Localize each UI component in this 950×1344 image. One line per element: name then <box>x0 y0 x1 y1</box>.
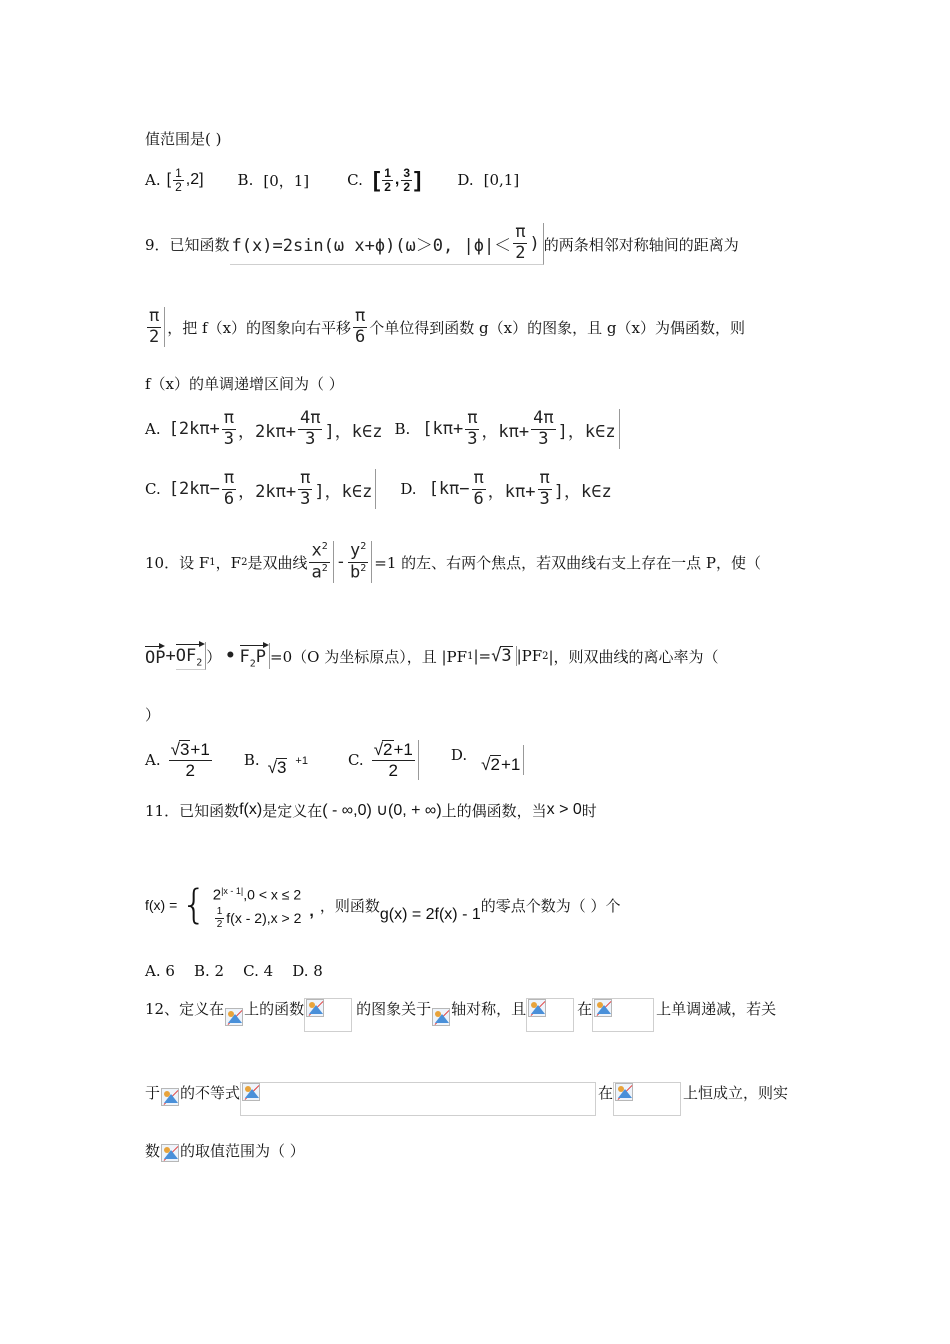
q9-options-ab <box>145 404 620 454</box>
q8-c-frac1: $\frac{1}{2}$ <box>384 165 391 194</box>
q10-option-c-label: C. <box>347 751 364 769</box>
q11-piecewise: f(x) = { $2^{|x - 1|},0 < x \le 2$ $\frac{1}{2}$ f(x - 2),x > 2 , ，则函数 g(x) = 2f(x) - 1 的零点个数为（ ）个 <box>145 882 621 930</box>
q9-option-c-label: C. <box>145 480 161 498</box>
q8-option-a-label: A. <box>145 171 161 189</box>
q8-option-b-label: B. <box>237 171 254 189</box>
broken-image-icon <box>432 1008 450 1026</box>
q12-line-1: 12、定义在 上的函数 的图象关于 轴对称，且 在 上单调递减，若关 <box>145 998 776 1034</box>
broken-image-icon <box>225 1008 243 1026</box>
formula-image-placeholder <box>592 998 654 1032</box>
broken-image-icon <box>306 999 324 1017</box>
q10-option-b-label: B. <box>243 751 260 769</box>
q9-shift-text: ，把 f（x）的图象向右平移 <box>167 318 352 337</box>
q12-line-2: 于 的不等式 在 上恒成立，则实 <box>145 1082 788 1118</box>
q9-pi-over-2: $\frac{\pi}{2}$ <box>147 307 165 347</box>
q9-option-c: [2kπ− $\frac{\pi}{6}$ ，2kπ+ $\frac{\pi}{3}$ ]，k∈z <box>169 469 377 509</box>
q8-c-frac2: $\frac{3}{2}$ <box>403 165 411 194</box>
q8-tail: 值范围是( ) <box>145 130 222 148</box>
q9-option-d-label: D. <box>400 480 417 498</box>
q8-option-b-text: [0，1] <box>263 171 310 190</box>
q9-option-d: [kπ− $\frac{\pi}{6}$ ，kπ+ $\frac{\pi}{3}$ ]，k∈z <box>428 467 612 509</box>
q10-option-d: √ 2 +1 <box>481 745 524 775</box>
q9-option-a-label: A. <box>145 420 161 438</box>
q9-line-2 <box>145 302 745 352</box>
q10-option-a-label: A. <box>145 751 161 769</box>
q10-intro: 10．设 F <box>145 553 210 572</box>
q10-vector-of2: $OF_2$ <box>176 642 207 669</box>
broken-image-icon <box>615 1083 633 1101</box>
q9-option-a: [2kπ+ $\frac{\pi}{3}$ ，2kπ+ $\frac{4\pi}{3}$ ]，k∈z <box>168 407 383 449</box>
q9-option-b: [kπ+ $\frac{\pi}{3}$ ，kπ+ $\frac{4\pi}{3}$ ]，k∈z <box>422 409 619 449</box>
q8-a-fraction: $\frac{1}{2}$ <box>175 165 182 194</box>
q10-option-a: √ 3 +1 2 <box>170 739 210 780</box>
q10-sqrt3: √ 3 <box>491 646 517 666</box>
q9-option-b-label: B. <box>394 420 411 438</box>
q10-option-b: √ 3 +1 <box>267 755 308 777</box>
formula-image-placeholder <box>240 1082 596 1116</box>
q9-intro: 9．已知函数 <box>145 235 230 254</box>
q8-a-open: [ <box>166 171 172 188</box>
q9-shift-tail: 个单位得到函数 g（x）的图象，且 g（x）为偶函数，则 <box>369 318 745 337</box>
formula-image-placeholder <box>304 998 352 1032</box>
q10-option-d-label: D. <box>450 746 468 764</box>
q8-option-d-text: [0,1] <box>483 171 520 189</box>
q8-option-c-label: C. <box>347 171 363 189</box>
q10-vector-f2p: $F_2P$ <box>240 643 271 669</box>
q10-hyperbola: $\frac{x^2}{a^2}$ - $\frac{y^2}{b^2}$ <box>307 541 374 582</box>
q9-pi-over-6: $\frac{\pi}{6}$ <box>355 305 366 347</box>
q10-line-1: 10．设 F 1 ，F 2 是双曲线 $\frac{x^2}{a^2}$ - $\frac{y^2}{b^2}$ =1 的左、右两个焦点，若双曲线右支上存在一点 P，使（ <box>145 540 762 583</box>
q10-options <box>145 735 524 785</box>
broken-image-icon <box>161 1088 179 1106</box>
q12-line-3: 数 的取值范围为（ ） <box>145 1142 305 1160</box>
broken-image-icon <box>242 1083 260 1101</box>
broken-image-icon <box>528 999 546 1017</box>
broken-image-icon <box>594 999 612 1017</box>
q10-vector-op: OP <box>145 644 165 668</box>
q11-line-1: 11．已知函数 f(x) 是定义在 ( - ∞,0) ∪(0, + ∞) 上的偶函数，当 x > 0 时 <box>145 801 597 820</box>
q9-line-1 <box>145 222 739 266</box>
q11-options: A. 6 B. 2 C. 4 D. 8 <box>145 962 323 980</box>
formula-image-placeholder <box>526 998 574 1032</box>
formula-image-placeholder <box>613 1082 681 1116</box>
q8-a-rest: ,2] <box>185 171 204 188</box>
q9-formula: f(x)=2sin(ω x+ϕ)(ω＞0, |ϕ|＜ $\frac{\pi}{2}$ ) <box>230 223 544 264</box>
q10-option-c: √ 2 +1 2 <box>372 740 419 780</box>
q9-line-3: f（x）的单调递增区间为（ ） <box>145 375 344 393</box>
q8-c-open: [ <box>372 167 381 192</box>
q10-line-3: ） <box>145 706 161 724</box>
broken-image-icon <box>161 1144 179 1162</box>
q10-line-2: OP + $OF_2$ ） • $F_2P$ =0（O 为坐标原点），且 |PF 1 |= √ 3 |PF 2 |，则双曲线的离心率为（ <box>145 636 719 676</box>
q9-intro-tail: 的两条相邻对称轴间的距离为 <box>543 235 739 254</box>
q8-option-d-label: D. <box>457 171 474 189</box>
q8-options: A. [ $\frac{1}{2}$ ,2] B. [0，1] C. [ $\frac{1}{2}$ , $\frac{3}{2}$ ] D. [0,1] <box>145 165 520 194</box>
q8-c-close: ] <box>414 167 422 192</box>
q9-options-cd <box>145 464 612 514</box>
